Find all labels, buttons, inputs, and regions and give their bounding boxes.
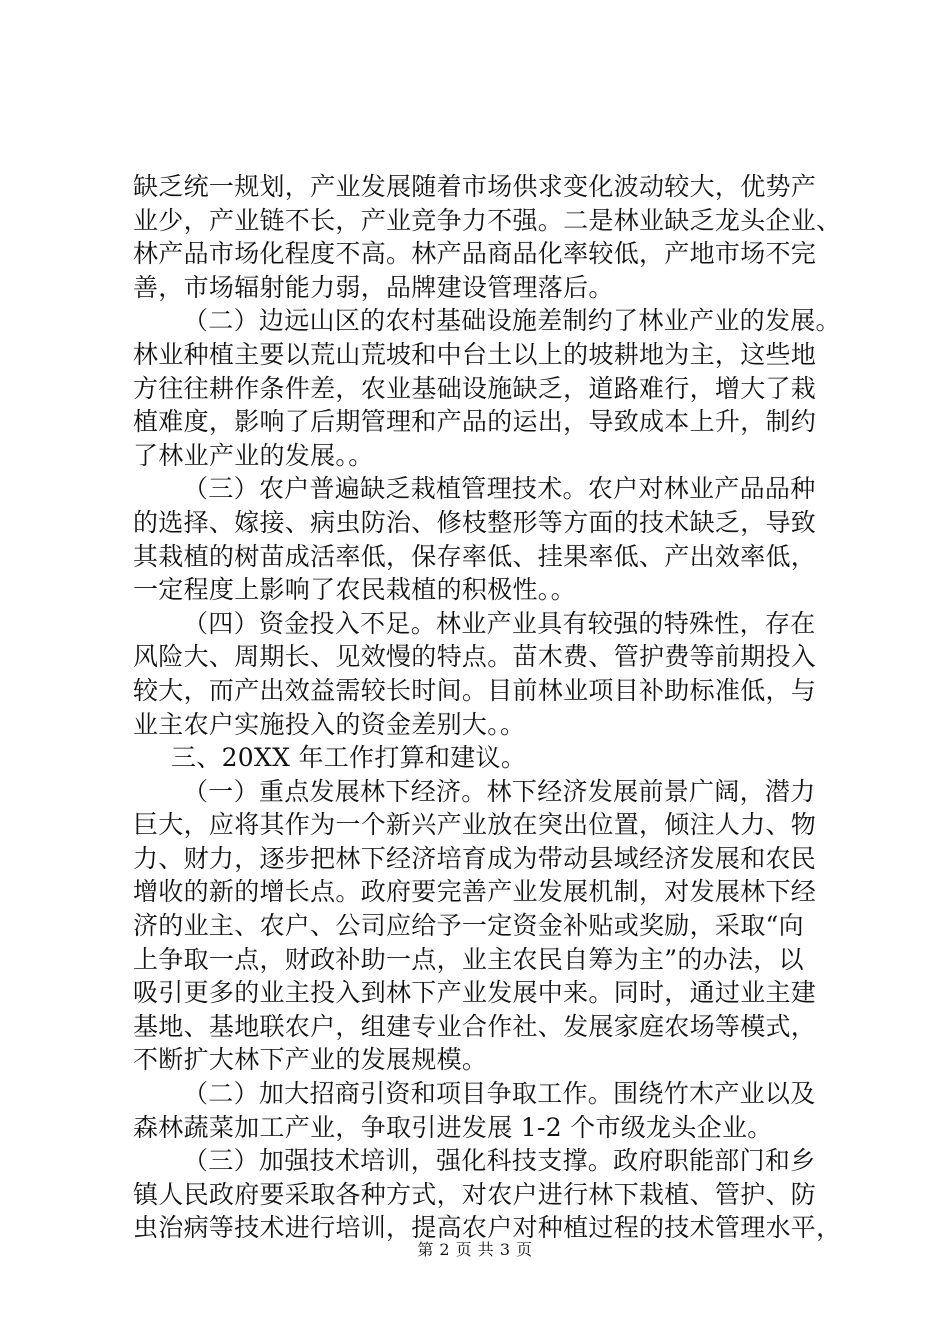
text-line: 增收的新的增长点。政府要完善产业发展机制，对发展林下经 bbox=[133, 877, 817, 907]
page-number-footer: 第 2 页 共 3 页 bbox=[417, 1240, 533, 1259]
text-line: 较大，而产出效益需较长时间。目前林业项目补助标准低，与 bbox=[133, 675, 817, 705]
text-line: 业主农户实施投入的资金差别大。。 bbox=[133, 709, 526, 739]
text-line: 基地、基地联农户，组建专业合作社、发展家庭农场等模式， bbox=[133, 1011, 817, 1041]
text-line: 镇人民政府要采取各种方式，对农户进行林下栽植、管护、防 bbox=[133, 1179, 817, 1209]
text-line: 上争取一点，财政补助一点，业主农民自筹为主”的办法，以 bbox=[133, 944, 804, 974]
text-line: 善，市场辐射能力弱，品牌建设管理落后。 bbox=[133, 272, 614, 302]
paragraph-heading: （二）边远山区的农村基础设施差制约了林业产业的发展。 bbox=[183, 306, 841, 336]
text-line: 森林蔬菜加工产业，争取引进发展 1-2 个市级龙头企业。 bbox=[133, 1112, 773, 1142]
text-line: 虫治病等技术进行培训，提高农户对种植过程的技术管理水平， bbox=[133, 1213, 842, 1243]
text-line: 林业种植主要以荒山荒坡和中台土以上的坡耕地为主，这些地 bbox=[133, 339, 817, 369]
text-line: 吸引更多的业主投入到林下产业发展中来。同时，通过业主建 bbox=[133, 978, 817, 1008]
text-line: 不断扩大林下产业的发展规模。 bbox=[133, 1045, 488, 1075]
text-line: 方往往耕作条件差，农业基础设施缺乏，道路难行，增大了栽 bbox=[133, 373, 817, 403]
text-line: 济的业主、农户、公司应给予一定资金补贴或奖励，采取“向 bbox=[133, 911, 804, 941]
paragraph-heading: （三）农户普遍缺乏栽植管理技术。农户对林业产品品种 bbox=[183, 474, 816, 504]
section-heading: 三、20XX 年工作打算和建议。 bbox=[171, 743, 527, 773]
text-line: 植难度，影响了后期管理和产品的运出，导致成本上升，制约 bbox=[133, 407, 817, 437]
text-line: 的选择、嫁接、病虫防治、修枝整形等方面的技术缺乏，导致 bbox=[133, 507, 817, 537]
paragraph-heading: （一）重点发展林下经济。林下经济发展前景广阔，潜力 bbox=[183, 776, 816, 806]
text-line: 缺乏统一规划，产业发展随着市场供求变化波动较大，优势产 bbox=[133, 172, 817, 201]
text-line: 巨大，应将其作为一个新兴产业放在突出位置，倾注人力、物 bbox=[133, 810, 817, 840]
text-line: 其栽植的树苗成活率低，保存率低、挂果率低、产出效率低， bbox=[133, 541, 817, 571]
text-line: 一定程度上影响了农民栽植的积极性。。 bbox=[133, 575, 576, 605]
text-line: 业少，产业链不长，产业竞争力不强。二是林业缺乏龙头企业、 bbox=[133, 205, 842, 235]
paragraph-heading: （四）资金投入不足。林业产业具有较强的特殊性，存在 bbox=[183, 608, 816, 638]
paragraph-heading: （二）加大招商引资和项目争取工作。围绕竹木产业以及 bbox=[183, 1079, 816, 1109]
document-body bbox=[133, 170, 845, 1245]
paragraph-heading: （三）加强技术培训，强化科技支撑。政府职能部门和乡 bbox=[183, 1146, 816, 1176]
text-line: 林产品市场化程度不高。林产品商品化率较低，产地市场不完 bbox=[133, 239, 817, 269]
text-line: 力、财力，逐步把林下经济培育成为带动县域经济发展和农民 bbox=[133, 843, 817, 873]
text-line: 风险大、周期长、见效慢的特点。苗木费、管护费等前期投入 bbox=[133, 642, 817, 672]
text-line: 了林业产业的发展。。 bbox=[133, 440, 374, 470]
